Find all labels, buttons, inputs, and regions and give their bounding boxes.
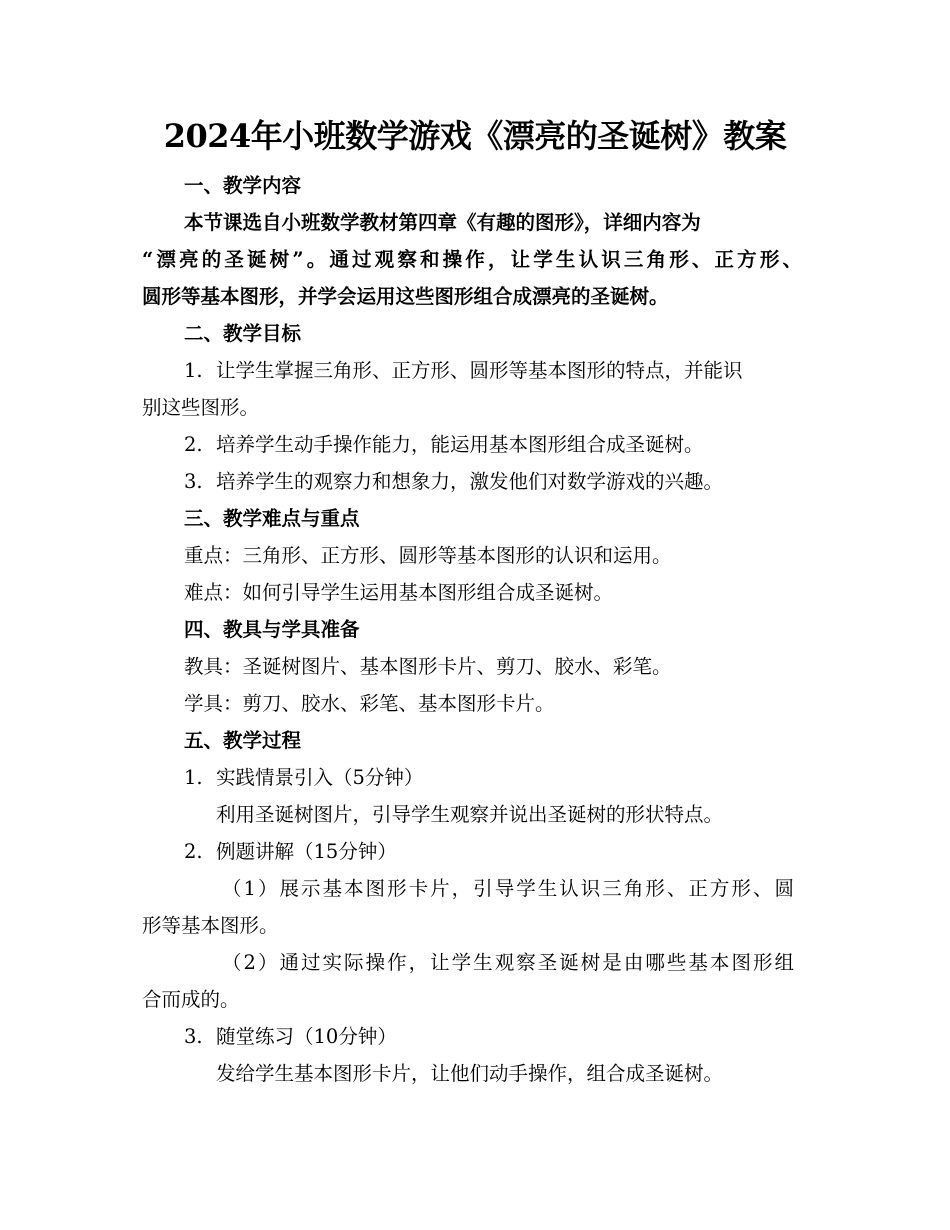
step-2-sub-1: （1）展示基本图形卡片，引导学生认识三角形、正方形、圆	[222, 877, 794, 900]
document-title: 2024年小班数学游戏《漂亮的圣诞树》教案	[163, 117, 787, 155]
paragraph-line: “漂亮的圣诞树”。通过观察和操作，让学生认识三角形、正方形、	[142, 248, 802, 271]
list-text: 实践情景引入（5分钟）	[216, 766, 424, 789]
difficulty-text: 难点：如何引导学生运用基本图形组合成圣诞树。	[184, 581, 614, 604]
section-heading-materials: 四、教具与学具准备	[184, 618, 360, 641]
list-text: 培养学生的观察力和想象力，激发他们对数学游戏的兴趣。	[216, 470, 724, 493]
list-number: 2.	[184, 840, 203, 863]
list-number: 2.	[184, 433, 203, 456]
list-text: 培养学生动手操作能力，能运用基本图形组合成圣诞树。	[216, 433, 704, 456]
step-2-title	[184, 838, 397, 866]
paragraph-line: 本节课选自小班数学教材第四章《有趣的图形》，详细内容为	[184, 211, 701, 234]
list-text: 例题讲解（15分钟）	[216, 840, 397, 863]
step-2-sub-2-continuation: 合而成的。	[142, 988, 240, 1011]
teacher-tools-text: 教具：圣诞树图片、基本图形卡片、剪刀、胶水、彩笔。	[184, 655, 672, 678]
list-number: 3.	[184, 1025, 203, 1048]
list-text: 随堂练习（10分钟）	[216, 1025, 397, 1048]
list-text: 让学生掌握三角形、正方形、圆形等基本图形的特点，并能识	[216, 359, 743, 382]
paragraph-line: 圆形等基本图形，并学会运用这些图形组合成漂亮的圣诞树。	[142, 285, 669, 308]
section-heading-teaching-goals: 二、教学目标	[184, 322, 302, 345]
list-number: 3.	[184, 470, 203, 493]
step-3-description: 发给学生基本图形卡片，让他们动手操作，组合成圣诞树。	[216, 1062, 724, 1085]
list-number: 1.	[184, 766, 203, 789]
step-3-title	[184, 1023, 397, 1051]
list-item-continuation: 别这些图形。	[142, 396, 260, 419]
step-2-sub-2: （2）通过实际操作，让学生观察圣诞树是由哪些基本图形组	[222, 951, 794, 974]
list-item-goal-3	[184, 468, 723, 496]
student-tools-text: 学具：剪刀、胶水、彩笔、基本图形卡片。	[184, 692, 555, 715]
section-heading-teaching-content: 一、教学内容	[184, 174, 302, 197]
list-number: 1.	[184, 359, 203, 382]
section-heading-key-difficult-points: 三、教学难点与重点	[184, 507, 360, 530]
list-item-goal-1	[184, 357, 743, 385]
step-1-description: 利用圣诞树图片，引导学生观察并说出圣诞树的形状特点。	[216, 803, 724, 826]
section-heading-teaching-process: 五、教学过程	[184, 729, 302, 752]
step-1-title	[184, 764, 423, 792]
key-point-text: 重点：三角形、正方形、圆形等基本图形的认识和运用。	[184, 544, 672, 567]
step-2-sub-1-continuation: 形等基本图形。	[142, 914, 279, 937]
list-item-goal-2	[184, 431, 704, 459]
